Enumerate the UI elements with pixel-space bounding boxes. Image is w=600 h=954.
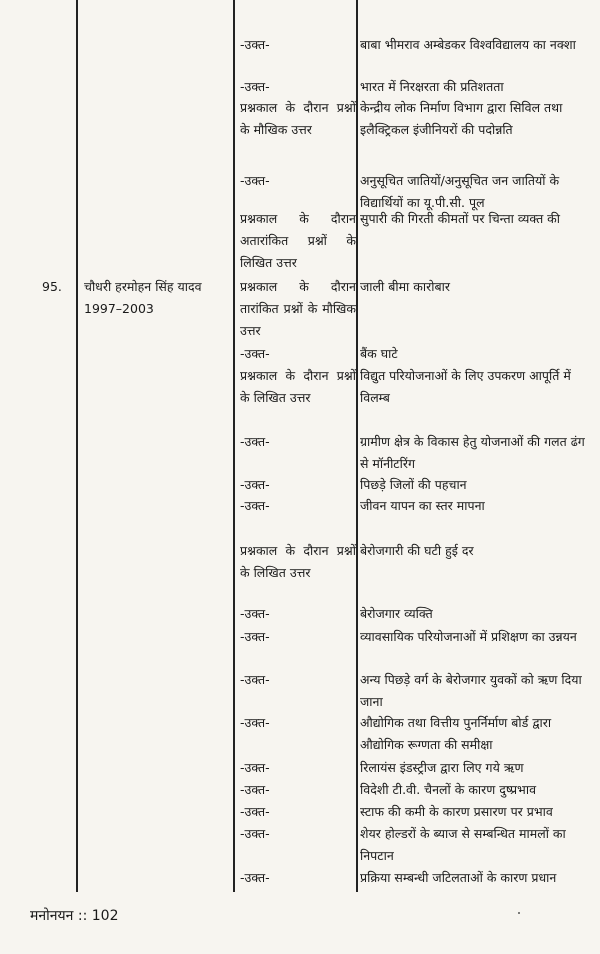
answer-type: प्रश्नकाल के दौरान प्रश्नों के मौखिक उत्तर: [240, 100, 356, 137]
speck: [518, 912, 520, 914]
subject-text: रिलायंस इंडस्ट्रीज द्वारा लिए गये ऋण: [360, 760, 524, 775]
column-divider: [356, 0, 358, 892]
answer-type: -उक्त-: [240, 173, 270, 188]
answer-type: -उक्त-: [240, 346, 270, 361]
answer-type: -उक्त-: [240, 477, 270, 492]
subject-text: पिछड़े जिलों की पहचान: [360, 477, 467, 492]
answer-type: -उक्त-: [240, 804, 270, 819]
subject-text: अनुसूचित जातियों/अनुसूचित जन जातियों के विद्यार्थियों का यू.पी.सी. पूल: [360, 173, 560, 210]
serial-number: 95.: [42, 279, 62, 294]
subject-text: जाली बीमा कारोबार: [360, 279, 450, 294]
subject-text: विद्युत परियोजनाओं के लिए उपकरण आपूर्ति में विलम्ब: [360, 368, 571, 405]
subject-text: अन्य पिछड़े वर्ग के बेरोजगार युवकों को ऋण दिया जाना: [360, 672, 582, 709]
answer-type: -उक्त-: [240, 826, 270, 841]
answer-type: -उक्त-: [240, 606, 270, 621]
subject-text: जीवन यापन का स्तर मापना: [360, 498, 485, 513]
answer-type: प्रश्नकाल के दौरान प्रश्नों के लिखित उत्तर: [240, 368, 356, 405]
subject-text: शेयर होल्डरों के ब्याज से सम्बन्धित मामलों का निपटान: [360, 826, 566, 863]
answer-type: प्रश्नकाल के दौरान प्रश्नों के लिखित उत्तर: [240, 543, 356, 580]
subject-text: बेरोजगार व्यक्ति: [360, 606, 433, 621]
answer-type: -उक्त-: [240, 760, 270, 775]
subject-text: ग्रामीण क्षेत्र के विकास हेतु योजनाओं की गलत ढंग से मॉनीटरिंग: [360, 434, 585, 471]
subject-text: प्रक्रिया सम्बन्धी जटिलताओं के कारण प्रधान: [360, 870, 557, 885]
subject-text: भारत में निरक्षरता की प्रतिशतता: [360, 79, 504, 94]
subject-text: बाबा भीमराव अम्बेडकर विश्वविद्यालय का नक्शा: [360, 37, 576, 52]
member-term: 1997–2003: [84, 301, 154, 316]
member-cell: [84, 276, 232, 320]
answer-type: -उक्त-: [240, 629, 270, 644]
page-footer: मनोनयन :: 102: [30, 908, 119, 924]
subject-text: बैंक घाटे: [360, 346, 398, 361]
answer-type: -उक्त-: [240, 870, 270, 885]
subject-text: व्यावसायिक परियोजनाओं में प्रशिक्षण का उन्नयन: [360, 629, 577, 644]
answer-type: प्रश्नकाल के दौरान तारांकित प्रश्नों के मौखिक उत्तर: [240, 279, 356, 338]
answer-type: -उक्त-: [240, 782, 270, 797]
answer-type: -उक्त-: [240, 79, 270, 94]
subject-text: सुपारी की गिरती कीमतों पर चिन्ता व्यक्त की: [360, 211, 561, 226]
answer-type: -उक्त-: [240, 672, 270, 687]
column-divider: [76, 0, 78, 892]
subject-text: विदेशी टी.वी. चैनलों के कारण दुष्प्रभाव: [360, 782, 537, 797]
answer-type: -उक्त-: [240, 715, 270, 730]
subject-text: स्टाफ की कमी के कारण प्रसारण पर प्रभाव: [360, 804, 553, 819]
answer-type: -उक्त-: [240, 498, 270, 513]
member-name: चौधरी हरमोहन सिंह यादव: [84, 279, 202, 294]
answer-type: -उक्त-: [240, 37, 270, 52]
column-divider: [233, 0, 235, 892]
subject-text: बेरोजगारी की घटी हुई दर: [360, 543, 474, 558]
subject-text: औद्योगिक तथा वित्तीय पुनर्निर्माण बोर्ड द्वारा औद्योगिक रूग्णता की समीक्षा: [360, 715, 552, 752]
subject-text: केन्द्रीय लोक निर्माण विभाग द्वारा सिविल तथा इलैक्ट्रिकल इंजीनियरों की पदोन्नति: [360, 100, 563, 137]
answer-type: प्रश्नकाल के दौरान अतारांकित प्रश्नों के लिखित उत्तर: [240, 211, 356, 270]
answer-type: -उक्त-: [240, 434, 270, 449]
